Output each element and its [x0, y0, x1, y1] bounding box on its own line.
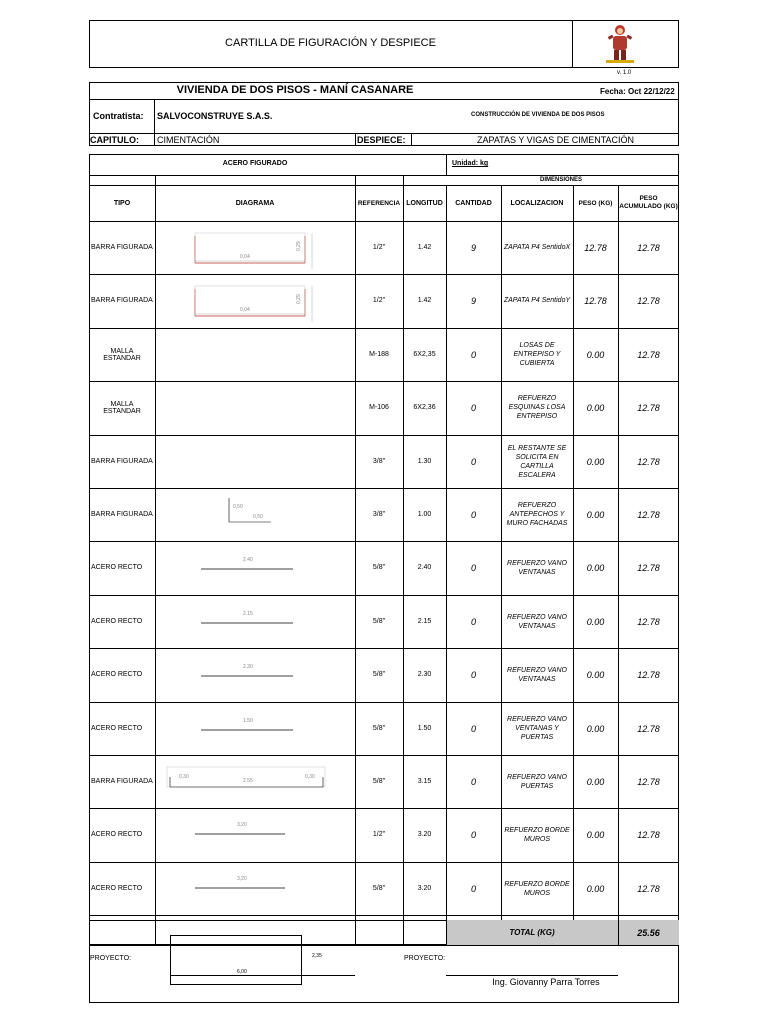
cell-loc: LOSAS DE ENTREPISO Y CUBIERTA [513, 342, 561, 367]
cell-ref: 1/2" [372, 244, 386, 251]
bar-diagram [155, 808, 355, 861]
cell-ref: M-188 [369, 351, 389, 358]
cell-tipo: ACERO RECTO [91, 564, 143, 571]
col-header-tipo: TIPO [113, 199, 131, 207]
total-value: 25.56 [637, 927, 660, 938]
diagram-dimension: 3,20 [237, 876, 247, 882]
contractor-label: Contratista: [93, 111, 144, 121]
cell-acum: 12.78 [637, 402, 660, 413]
cell-peso: 0.00 [586, 829, 605, 840]
cell-tipo: ACERO RECTO [91, 618, 143, 625]
cell-loc: EL RESTANTE SE SOLICITA EN CARTILLA ESCALERA [507, 444, 567, 479]
diagram-dimension: 2.30 [243, 664, 253, 670]
bar-diagram [155, 381, 355, 434]
cell-tipo: MALLA ESTANDAR [103, 400, 141, 415]
bar-diagram [155, 702, 355, 755]
col-header-diagrama: DIAGRAMA [235, 199, 275, 207]
cell-cant: 0 [470, 616, 476, 627]
bar-diagram [155, 541, 355, 594]
contractor-divider [154, 99, 155, 133]
cell-acum: 12.78 [637, 295, 660, 306]
bar-diagram [155, 595, 355, 648]
version-label: v. 1.0 [617, 70, 632, 76]
diagram-dimension: 0,29 [296, 241, 302, 251]
cell-long: 6X2,35 [413, 351, 436, 358]
cell-long: 1.42 [417, 244, 432, 251]
cell-tipo: BARRA FIGURADA [91, 511, 153, 518]
diagram-dimension: 0,30 [179, 774, 189, 780]
diagram-dimension: 2.40 [243, 557, 253, 563]
cell-long: 3.15 [417, 778, 432, 785]
cell-loc: REFUERZO BORDE MUROS [504, 880, 570, 897]
section-label: ACERO FIGURADO [222, 160, 288, 167]
cell-cant: 9 [470, 242, 476, 253]
cell-long: 3.20 [417, 831, 432, 838]
dimensions-label: DIMENSIONES [539, 177, 582, 183]
cell-tipo: MALLA ESTANDAR [103, 347, 141, 362]
total-top-line [89, 915, 679, 916]
footer-proyecto-left: PROYECTO: [90, 955, 132, 962]
despiece-divider-2 [411, 133, 412, 146]
chapter-label: CAPITULO: [90, 135, 139, 145]
cell-cant: 0 [470, 402, 476, 413]
cell-acum: 12.78 [637, 883, 660, 894]
project-line-2 [89, 133, 679, 134]
cell-tipo: BARRA FIGURADA [91, 244, 153, 251]
cell-ref: 5/8" [372, 618, 386, 625]
cell-ref: 5/8" [372, 671, 386, 678]
col-header-cantidad: CANTIDAD [455, 199, 492, 207]
cell-long: 1.00 [417, 511, 432, 518]
cell-long: 2.30 [417, 671, 432, 678]
cell-tipo: BARRA FIGURADA [91, 297, 153, 304]
cell-acum: 12.78 [637, 509, 660, 520]
diagram-dimension: 2.15 [243, 611, 253, 617]
cell-tipo: ACERO RECTO [91, 885, 143, 892]
cell-peso: 12.78 [584, 242, 607, 253]
bar-diagram [155, 755, 355, 808]
col-header-localizacion: LOCALIZACION [510, 199, 564, 207]
unit-divider [446, 154, 447, 175]
cell-loc: REFUERZO VANO VENTANAS [507, 613, 567, 630]
cell-long: 1.30 [417, 458, 432, 465]
footer-proyecto-right: PROYECTO: [404, 955, 446, 962]
cell-long: 1.50 [417, 725, 432, 732]
footer-sketch [170, 935, 302, 985]
diagram-dimension: 3,20 [237, 822, 247, 828]
cell-loc: REFUERZO VANO PUERTAS [507, 773, 567, 790]
cell-loc: REFUERZO BORDE MUROS [504, 826, 570, 843]
cell-loc: ZAPATA P4 SentidoX [503, 244, 571, 251]
bar-diagram [155, 328, 355, 381]
cell-loc: ZAPATA P4 SentidoY [503, 297, 571, 304]
diagram-dimension: 0,30 [305, 774, 315, 780]
footer-sketch-h: 6,00 [237, 969, 247, 975]
cell-acum: 12.78 [637, 776, 660, 787]
despiece-value: ZAPATAS Y VIGAS DE CIMENTACIÓN [477, 135, 635, 145]
cell-long: 1.42 [417, 297, 432, 304]
cell-tipo: ACERO RECTO [91, 831, 143, 838]
document-title: CARTILLA DE FIGURACIÓN Y DESPIECE [225, 37, 436, 49]
diagram-dimension: 1.50 [243, 718, 253, 724]
cell-ref: 3/8" [372, 458, 386, 465]
col-header-peso-acumulado: PESO ACUMULADO (KG) [619, 195, 678, 210]
cell-ref: 1/2" [372, 297, 386, 304]
cell-acum: 12.78 [637, 456, 660, 467]
project-description: CONSTRUCCIÓN DE VIVIENDA DE DOS PISOS [471, 112, 605, 118]
cell-ref: 5/8" [372, 885, 386, 892]
despiece-divider [355, 133, 356, 146]
cell-long: 2.15 [417, 618, 432, 625]
cell-cant: 0 [470, 349, 476, 360]
bar-diagram [155, 274, 355, 327]
cell-loc: REFUERZO VANO VENTANAS Y PUERTAS [507, 716, 567, 741]
bar-diagram [155, 435, 355, 488]
footer-sketch-v: 2,35 [312, 953, 322, 959]
cell-ref: 5/8" [372, 778, 386, 785]
diagram-dimension: 0,29 [296, 294, 302, 304]
col-header-longitud: LONGITUD [406, 199, 443, 207]
unit-label: Unidad: kg [452, 160, 489, 167]
cell-cant: 0 [470, 723, 476, 734]
construction-worker-logo-icon [600, 22, 640, 66]
cell-peso: 0.00 [586, 616, 605, 627]
signer-name: Ing. Giovanny Parra Torres [492, 977, 600, 987]
cell-loc: REFUERZO ANTEPECHOS Y MURO FACHADAS [506, 502, 568, 527]
cell-loc: REFUERZO VANO VENTANAS [507, 559, 567, 576]
cell-cant: 0 [470, 776, 476, 787]
cell-cant: 0 [470, 829, 476, 840]
cell-long: 2.40 [417, 564, 432, 571]
cell-acum: 12.78 [637, 723, 660, 734]
project-date: Fecha: Oct 22/12/22 [600, 87, 675, 96]
cell-tipo: BARRA FIGURADA [91, 778, 153, 785]
cell-acum: 12.78 [637, 669, 660, 680]
cell-acum: 12.78 [637, 349, 660, 360]
table-line-a [89, 175, 679, 176]
footer-sketch-line [170, 975, 355, 976]
cell-acum: 12.78 [637, 562, 660, 573]
cell-loc: REFUERZO ESQUINAS LOSA ENTREPISO [508, 395, 566, 420]
bar-diagram [155, 862, 355, 915]
cell-cant: 0 [470, 509, 476, 520]
chapter-divider [154, 133, 155, 146]
cell-ref: 5/8" [372, 564, 386, 571]
cell-acum: 12.78 [637, 242, 660, 253]
cell-cant: 0 [470, 456, 476, 467]
cell-long: 3.20 [417, 885, 432, 892]
cell-peso: 0.00 [586, 509, 605, 520]
cell-peso: 0.00 [586, 402, 605, 413]
project-name: VIVIENDA DE DOS PISOS - MANÍ CASANARE [176, 84, 414, 96]
cell-cant: 0 [470, 883, 476, 894]
cell-tipo: ACERO RECTO [91, 671, 143, 678]
cell-acum: 12.78 [637, 829, 660, 840]
cell-peso: 0.00 [586, 456, 605, 467]
total-label: TOTAL (KG) [509, 928, 555, 937]
cell-long: 6X2,36 [413, 404, 436, 411]
chapter-value: CIMENTACIÓN [157, 135, 220, 145]
cell-acum: 12.78 [637, 616, 660, 627]
cell-cant: 9 [470, 295, 476, 306]
diagram-dimension: 0,04 [240, 254, 250, 260]
bar-diagram [155, 221, 355, 274]
cell-cant: 0 [470, 562, 476, 573]
cell-peso: 0.00 [586, 723, 605, 734]
title-divider [572, 20, 573, 68]
cell-ref: 5/8" [372, 725, 386, 732]
diagram-dimension: 0,04 [240, 307, 250, 313]
project-line-1 [89, 99, 679, 100]
cell-peso: 0.00 [586, 776, 605, 787]
cell-peso: 0.00 [586, 669, 605, 680]
cell-cant: 0 [470, 669, 476, 680]
cell-tipo: BARRA FIGURADA [91, 458, 153, 465]
diagram-dimension: 2.55 [243, 778, 253, 784]
cell-ref: 1/2" [372, 831, 386, 838]
cell-ref: 3/8" [372, 511, 386, 518]
cell-ref: M-106 [369, 404, 389, 411]
cell-peso: 0.00 [586, 349, 605, 360]
cell-tipo: ACERO RECTO [91, 725, 143, 732]
contractor-value: SALVOCONSTRUYE S.A.S. [157, 111, 273, 121]
despiece-label: DESPIECE: [357, 135, 406, 145]
diagram-dimension: 0,50 [233, 504, 243, 510]
bar-diagram [155, 648, 355, 701]
cell-peso: 0.00 [586, 883, 605, 894]
cell-loc: REFUERZO VANO VENTANAS [507, 666, 567, 683]
signature-line [446, 975, 618, 976]
cell-peso: 12.78 [584, 295, 607, 306]
diagram-dimension: 0,50 [253, 514, 263, 520]
cell-peso: 0.00 [586, 562, 605, 573]
bar-diagram [155, 488, 355, 541]
col-header-peso: PESO (KG) [578, 199, 613, 207]
col-header-referencia: REFERENCIA [357, 199, 401, 207]
